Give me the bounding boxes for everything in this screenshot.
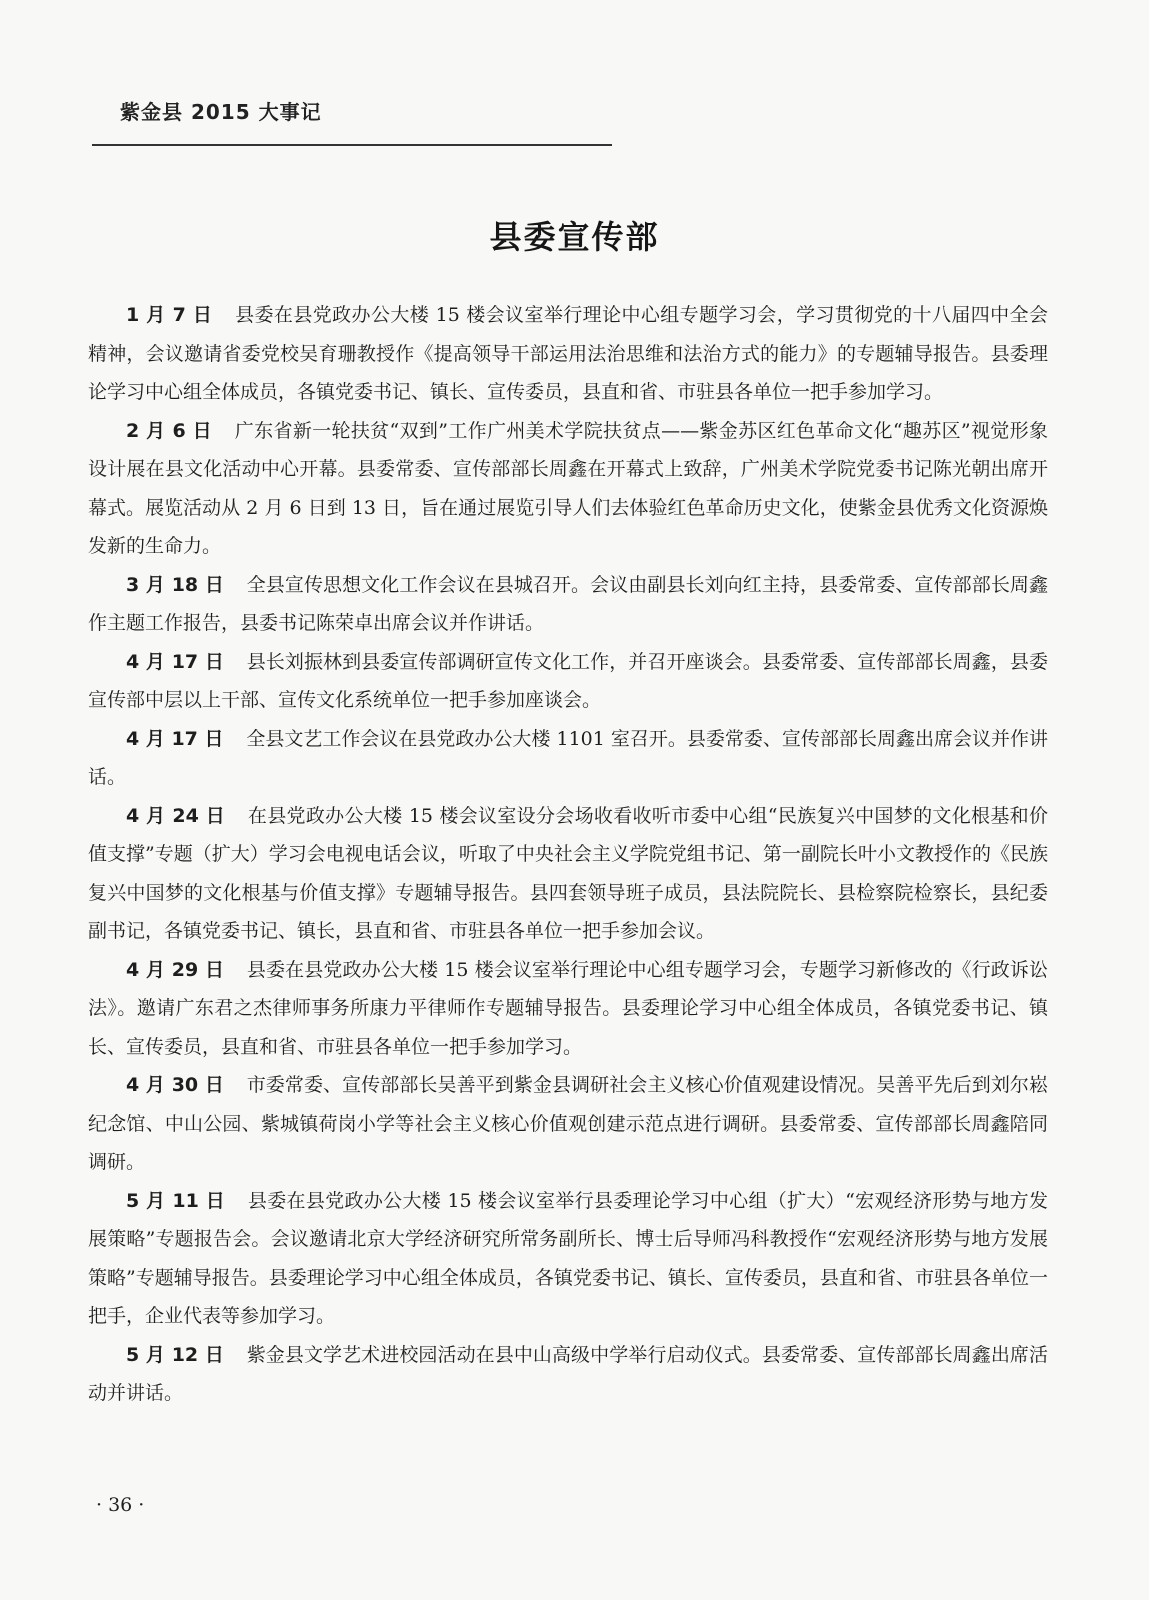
event-entry xyxy=(88,412,1048,566)
event-entry xyxy=(88,720,1048,797)
event-entry xyxy=(88,1336,1048,1413)
event-date: 4 月 24 日 xyxy=(126,804,226,827)
event-entry xyxy=(88,296,1048,412)
event-text: 县委在县党政办公大楼 15 楼会议室举行理论中心组专题学习会，学习贯彻党的十八届四中全会精神，会议邀请省委党校吴育珊教授作《提高领导干部运用法治思维和法治方式的能力》的专题辅导报告。县委理论学习中心组全体成员，各镇党委书记、镇长、宣传委员，县直和省、市驻县各单位一把手参加学习。 xyxy=(88,304,1048,403)
event-date: 1 月 7 日 xyxy=(126,304,213,326)
event-date: 5 月 11 日 xyxy=(126,1189,226,1212)
header-rule xyxy=(92,144,612,146)
event-text: 在县党政办公大楼 15 楼会议室设分会场收看收听市委中心组“民族复兴中国梦的文化根基和价值支撑”专题（扩大）学习会电视电话会议，听取了中央社会主义学院党组书记、第一副院长叶小文教授作的《民族复兴中国梦的文化根基与价值支撑》专题辅导报告。县四套领导班子成员，县法院院长、县检察院检察长，县纪委副书记，各镇党委书记、镇长，县直和省、市驻县各单位一把手参加会议。 xyxy=(88,804,1048,942)
event-entry xyxy=(88,566,1048,643)
event-entry xyxy=(88,1182,1048,1336)
event-text: 县委在县党政办公大楼 15 楼会议室举行理论中心组专题学习会，专题学习新修改的《行政诉讼法》。邀请广东君之杰律师事务所康力平律师作专题辅导报告。县委理论学习中心组全体成员，各镇党委书记、镇长、宣传委员，县直和省、市驻县各单位一把手参加学习。 xyxy=(88,958,1048,1058)
event-date: 4 月 29 日 xyxy=(126,958,225,981)
event-date: 4 月 30 日 xyxy=(126,1074,224,1096)
event-entry xyxy=(88,643,1048,720)
event-entry xyxy=(88,951,1048,1067)
event-entry xyxy=(88,797,1048,951)
event-date: 5 月 12 日 xyxy=(126,1343,224,1366)
event-text: 全县文艺工作会议在县党政办公大楼 1101 室召开。县委常委、宣传部部长周鑫出席会议并作讲话。 xyxy=(88,727,1049,788)
event-text: 全县宣传思想文化工作会议在县城召开。会议由副县长刘向红主持，县委常委、宣传部部长周鑫作主题工作报告，县委书记陈荣卓出席会议并作讲话。 xyxy=(88,573,1048,634)
page-number: · 36 · xyxy=(96,1494,145,1516)
event-text: 县长刘振林到县委宣传部调研宣传文化工作，并召开座谈会。县委常委、宣传部部长周鑫，县委宣传部中层以上干部、宣传文化系统单位一把手参加座谈会。 xyxy=(88,650,1048,711)
event-date: 4 月 17 日 xyxy=(126,727,224,750)
event-date: 2 月 6 日 xyxy=(126,419,212,442)
event-text: 紫金县文学艺术进校园活动在县中山高级中学举行启动仪式。县委常委、宣传部部长周鑫出席活动并讲话。 xyxy=(88,1343,1048,1404)
section-title: 县委宣传部 xyxy=(489,218,660,256)
event-text: 县委在县党政办公大楼 15 楼会议室举行县委理论学习中心组（扩大）“宏观经济形势与地方发展策略”专题报告会。会议邀请北京大学经济研究所常务副所长、博士后导师冯科教授作“宏观经济形势与地方发展策略”专题辅导报告。县委理论学习中心组全体成员，各镇党委书记、镇长、宣传委员，县直和省、市驻县各单位一把手，企业代表等参加学习。 xyxy=(88,1189,1048,1327)
running-header: 紫金县 2015 大事记 xyxy=(120,100,322,124)
event-list xyxy=(88,296,1048,1413)
event-date: 3 月 18 日 xyxy=(126,573,224,596)
event-date: 4 月 17 日 xyxy=(126,650,224,673)
event-entry xyxy=(88,1066,1048,1182)
event-text: 市委常委、宣传部部长吴善平到紫金县调研社会主义核心价值观建设情况。吴善平先后到刘尔崧纪念馆、中山公园、紫城镇荷岗小学等社会主义核心价值观创建示范点进行调研。县委常委、宣传部部长周鑫陪同调研。 xyxy=(88,1074,1048,1173)
event-text: 广东省新一轮扶贫“双到”工作广州美术学院扶贫点——紫金苏区红色革命文化“趣苏区”视觉形象设计展在县文化活动中心开幕。县委常委、宣传部部长周鑫在开幕式上致辞，广州美术学院党委书记陈光朝出席开幕式。展览活动从 2 月 6 日到 13 日，旨在通过展览引导人们去体验红色革命历史文化，使紫金县优秀文化资源焕发新的生命力。 xyxy=(88,419,1048,557)
